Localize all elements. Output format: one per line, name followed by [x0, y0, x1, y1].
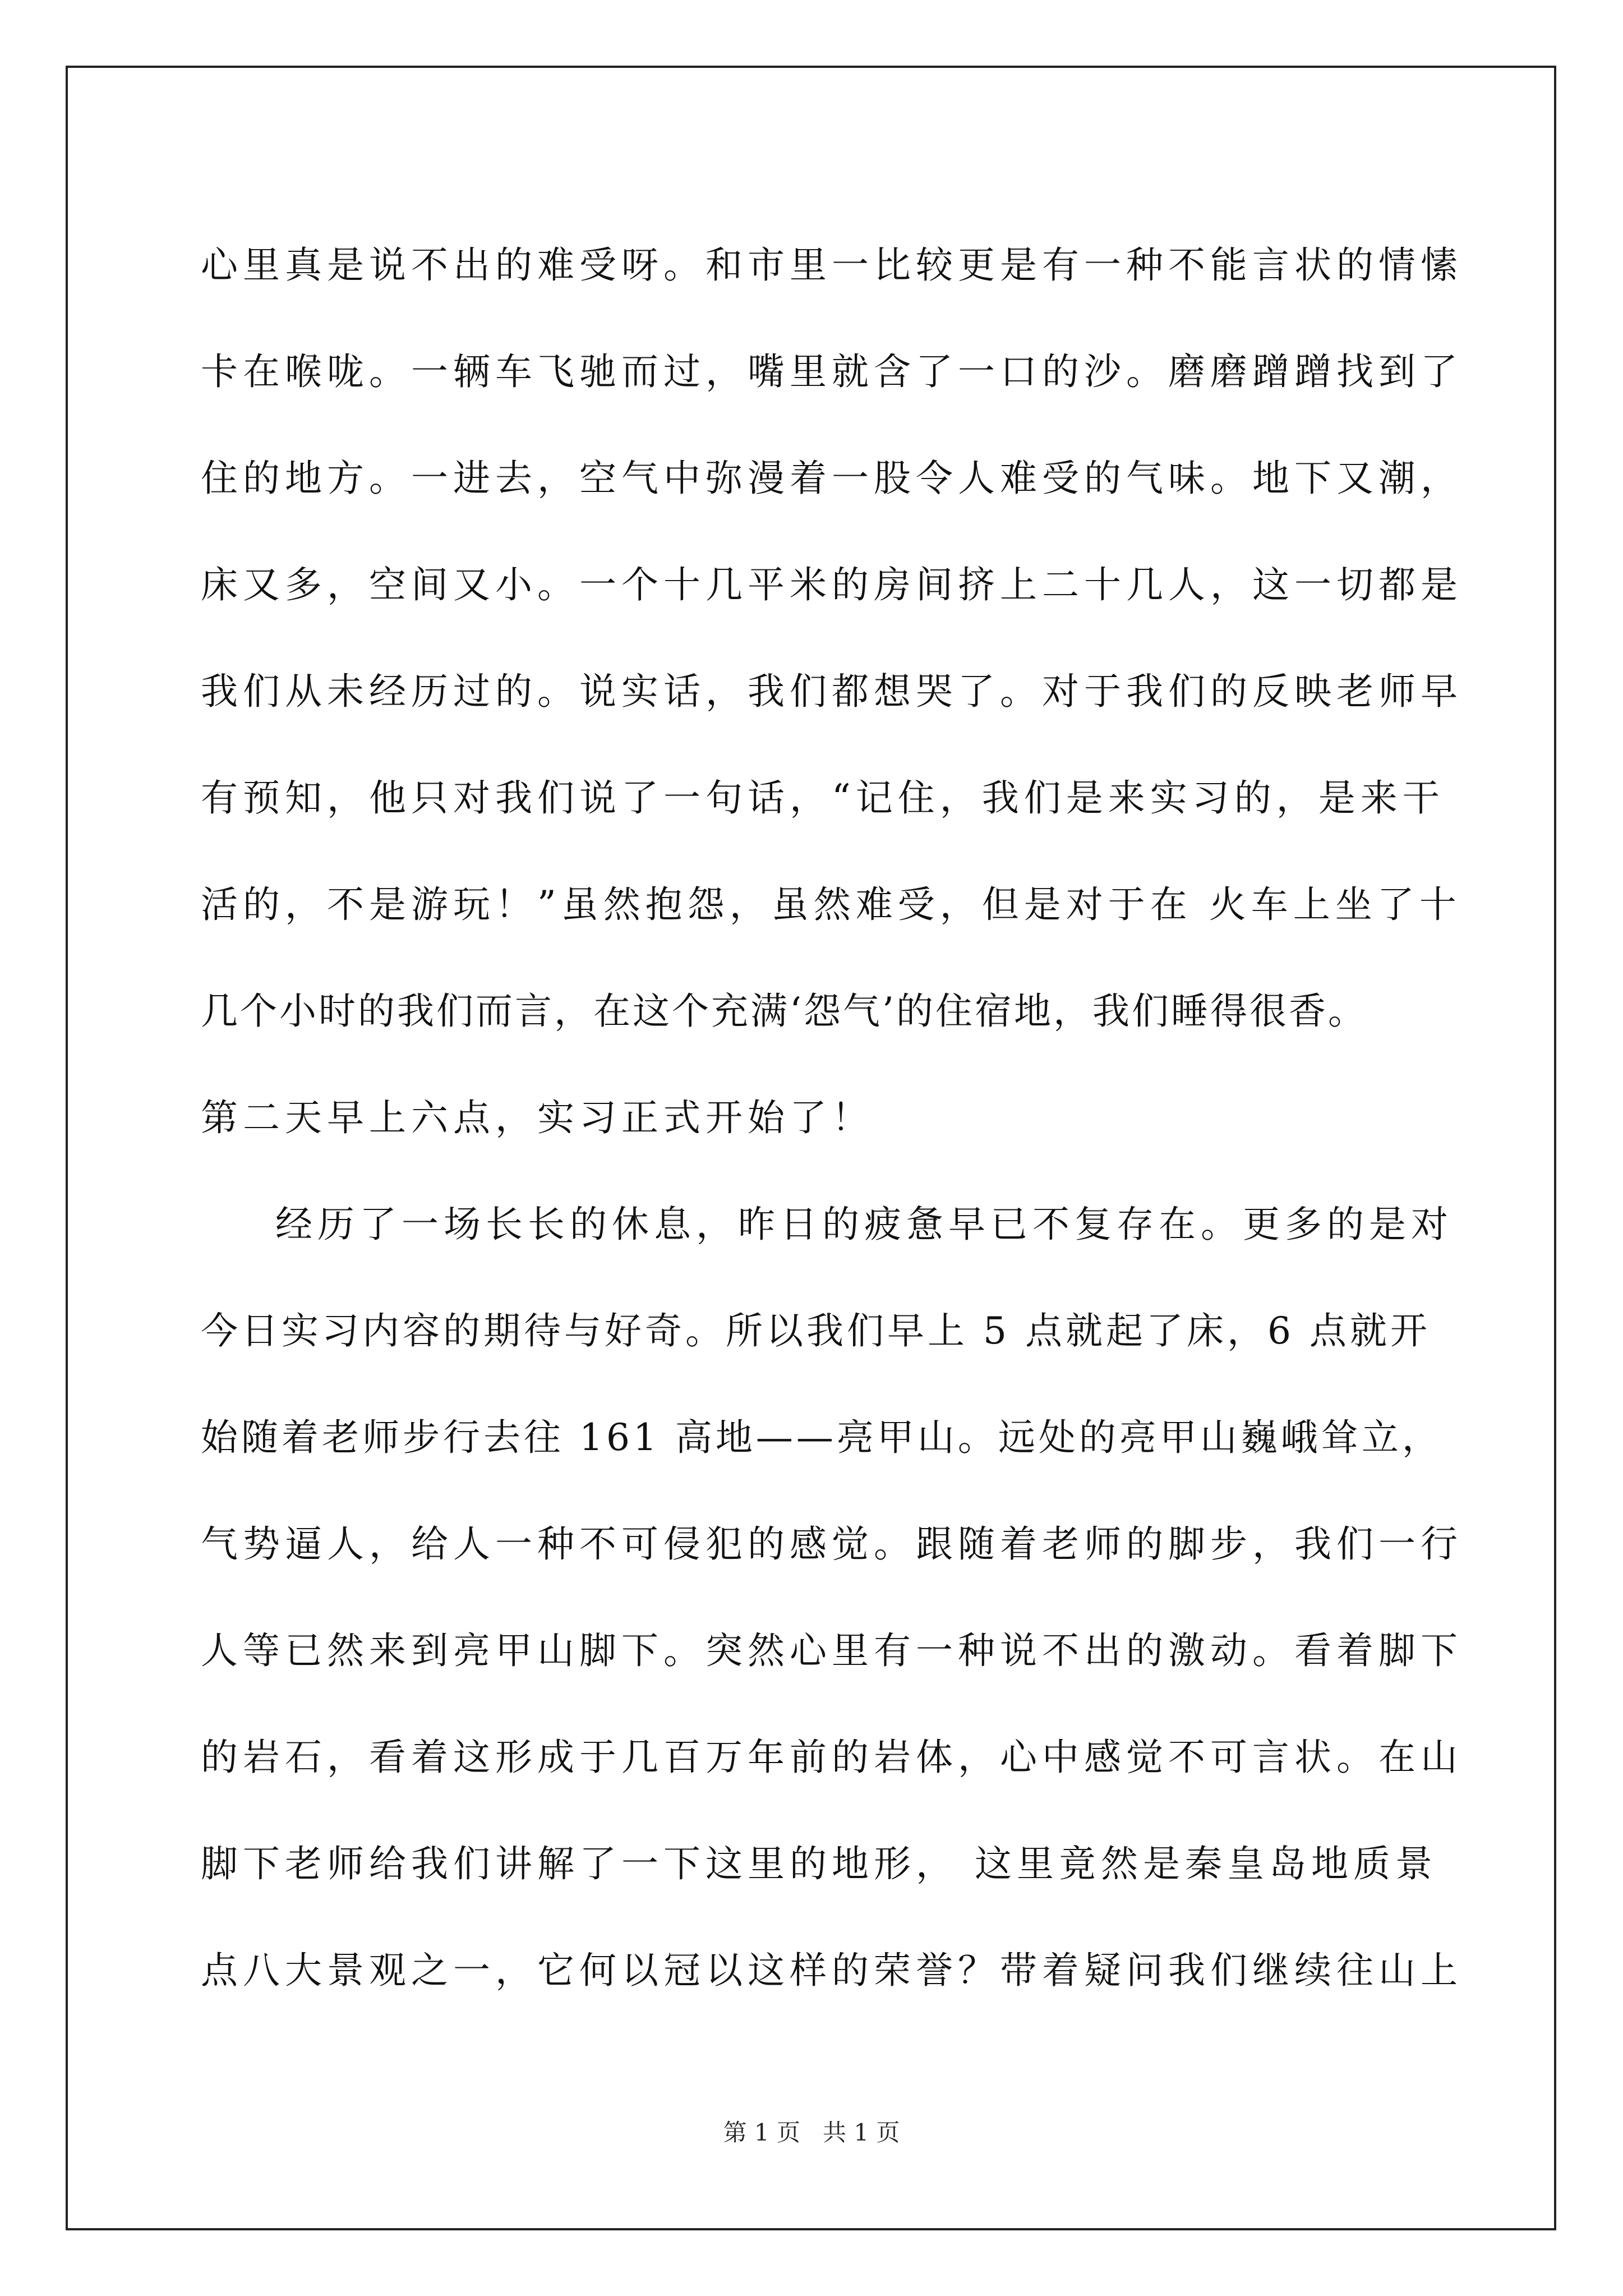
text-line: 有预知，他只对我们说了一句话，“记住，我们是来实习的，是来干: [201, 776, 1445, 820]
page-footer: [0, 2116, 1623, 2150]
text-line: 人等已然来到亮甲山脚下。突然心里有一种说不出的激动。看着脚下: [201, 1629, 1463, 1672]
text-line: 住的地方。一进去，空气中弥漫着一股令人难受的气味。地下又潮，: [201, 457, 1463, 500]
text-line: 经历了一场长长的休息，昨日的疲惫早已不复存在。更多的是对: [275, 1203, 1453, 1246]
page-number-current: 第 1 页: [723, 2119, 800, 2146]
text-line: 气势逼人，给人一种不可侵犯的感觉。跟随着老师的脚步，我们一行: [201, 1522, 1463, 1566]
document-body: [201, 212, 1463, 2024]
text-line: 脚下老师给我们讲解了一下这里的地形， 这里竟然是秦皇岛地质景: [201, 1842, 1437, 1885]
text-line: 始随着老师步行去往 161 高地——亮甲山。远处的亮甲山巍峨耸立，: [201, 1416, 1442, 1459]
text-line: 点八大景观之一，它何以冠以这样的荣誉？带着疑问我们继续往山上: [201, 1949, 1463, 1992]
text-line: 卡在喉咙。一辆车飞驰而过，嘴里就含了一口的沙。磨磨蹭蹭找到了: [201, 350, 1463, 393]
paragraph-2: [201, 1171, 1463, 2024]
paragraph-1: [201, 212, 1463, 1171]
text-line: 心里真是说不出的难受呀。和市里一比较更是有一种不能言状的情愫: [201, 243, 1463, 287]
text-line: 今日实习内容的期待与好奇。所以我们早上 5 点就起了床，6 点就开: [201, 1309, 1431, 1352]
text-line: 我们从未经历过的。说实话，我们都想哭了。对于我们的反映老师早: [201, 670, 1463, 713]
text-line: 活的，不是游玩！”虽然抱怨，虽然难受，但是对于在 火车上坐了十: [201, 883, 1461, 926]
text-line: 的岩石，看着这形成于几百万年前的岩体，心中感觉不可言状。在山: [201, 1736, 1463, 1779]
text-line: 几个小时的我们而言，在这个充满‘怨气’的住宿地，我们睡得很香。: [201, 990, 1367, 1033]
text-line: 第二天早上六点，实习正式开始了！: [201, 1096, 874, 1139]
text-line: 床又多，空间又小。一个十几平米的房间挤上二十几人，这一切都是: [201, 563, 1463, 606]
page-number-total: 共 1 页: [823, 2119, 900, 2146]
